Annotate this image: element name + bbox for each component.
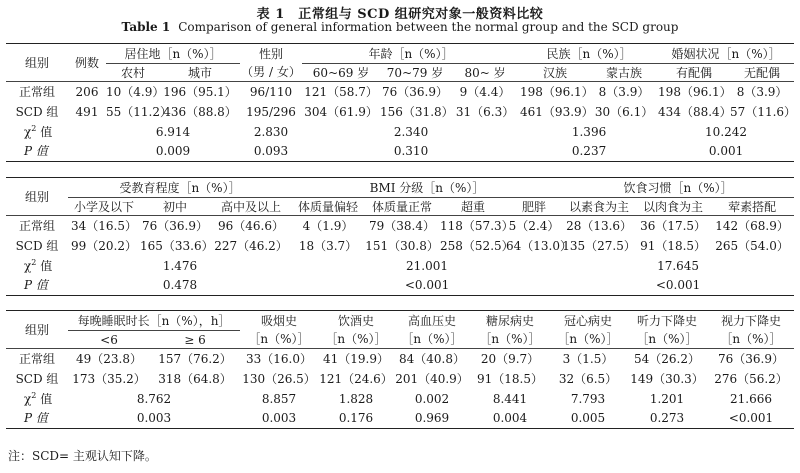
cell: 84（40.8） [399,351,465,366]
cell: 0.478 [162,278,198,293]
header-bmi-normal: 体质量正常 [372,199,433,214]
cell: 1.396 [571,124,607,139]
cell: 28（13.6） [566,218,633,233]
cell: 1.828 [338,391,374,406]
cell: 4（1.9） [302,218,354,233]
table-lifestyle [6,177,794,296]
cell: 20（9.7） [480,351,540,366]
header-edu-primary: 小学及以下 [73,199,134,214]
header-bmi: BMI 分级［n（%）］ [292,178,562,198]
cell: 0.273 [649,411,685,426]
header-no-spouse: 无配偶 [744,65,781,80]
cell: 0.310 [393,144,429,159]
cell: 正常组 [18,351,55,366]
header-edu-middle: 初中 [162,199,187,214]
cell: 96（46.6） [218,218,284,233]
table-footnote: 注：SCD= 主观认知下降。 [8,449,157,463]
cell: 0.005 [570,411,606,426]
cell: <0.001 [655,278,701,293]
cell: 198（96.1） [658,84,732,99]
header-bmi-obese: 肥胖 [522,199,547,214]
cell: 64（13.0） [506,238,573,253]
header-urban: 城市 [188,65,213,80]
header-age-80: 80~ 岁 [464,65,506,80]
table-row [6,82,794,102]
cell: SCD 组 [15,371,59,386]
header-diet-mixed: 荤素搭配 [728,199,777,214]
table-label: Table 1 [121,20,171,34]
header-group: 组别 [6,178,68,216]
header-diet-veg: 以素食为主 [569,199,630,214]
cell: 41（19.9） [323,351,389,366]
cell: 55（11.2） [106,104,172,119]
header-unit: ［n（%）］ [479,332,541,347]
chi-square-label: $\chi^2$ 值 [24,123,53,139]
table-row [6,349,794,369]
header-education: 受教育程度［n（%）］ [68,178,292,198]
cell: 135（27.5） [562,238,636,253]
header-smoke: 吸烟史 [260,313,297,328]
chi-square-label: $\chi^2$ 值 [24,390,53,406]
cell: 258（52.5） [440,238,514,253]
cell: 2.830 [253,124,289,139]
p-value-label: P 值 [24,278,48,293]
header-edu-high: 高中及以上 [221,199,282,214]
p-value-label: P 值 [24,411,48,426]
cell: 57（11.6） [730,104,797,119]
cell: 76（36.9） [718,351,784,366]
cell: 99（20.2） [71,238,137,253]
cell: 34（16.5） [71,218,137,233]
cell: 17.645 [657,258,700,273]
table-row [6,216,794,236]
table-row [6,369,794,389]
header-mongol: 蒙古族 [606,65,643,80]
header-age-70: 70~79 岁 [386,65,444,80]
cell: 21.001 [406,258,449,273]
cell: 91（18.5） [477,371,543,386]
cell: 79（38.4） [369,218,436,233]
cell: 142（68.9） [715,218,789,233]
cell: 0.176 [338,411,374,426]
header-hearing: 听力下降史 [636,313,697,328]
cell: 156（31.8） [380,104,454,119]
header-diabetes: 糖尿病史 [485,313,534,328]
cell: 21.666 [730,391,772,406]
cell: 149（30.3） [630,371,704,386]
header-unit: ［n（%）］ [248,332,310,347]
header-hypertension: 高血压史 [407,313,456,328]
chi-square-row [6,389,794,409]
cell: 76（36.9） [382,84,449,99]
p-value-label: P 值 [24,144,48,159]
cell: <0.001 [404,278,450,293]
cell: 1.476 [162,258,198,273]
header-bmi-under: 体质量偏轻 [298,199,359,214]
cell: SCD 组 [15,104,59,119]
cell: 正常组 [18,84,55,99]
cell: 91（18.5） [640,238,707,253]
cell: 0.001 [708,144,744,159]
header-group: 组别 [6,44,68,82]
header-marital: 婚姻状况［n（%）］ [658,44,794,64]
chi-square-label: $\chi^2$ 值 [24,257,53,273]
cell: 318（64.8） [158,371,232,386]
header-diet: 饮食习惯［n（%）］ [562,178,794,198]
cell: 0.009 [155,144,191,159]
cell: 18（3.7） [298,238,358,253]
cell: 31（6.3） [455,104,515,119]
p-value-row [6,142,794,162]
cell: 8.762 [136,391,172,406]
cell: 0.003 [261,411,297,426]
cell: 54（26.2） [634,351,700,366]
cell: 201（40.9） [395,371,469,386]
header-sleep-ge6: ≥ 6 [184,332,206,347]
header-drink: 饮酒史 [337,313,374,328]
header-han: 汉族 [543,65,568,80]
table-title-en [0,20,800,34]
cell: 118（57.3） [440,218,514,233]
cell: 正常组 [18,218,55,233]
cell: 8（3.9） [736,84,788,99]
cell: <0.001 [728,411,774,426]
cell: 9（4.4） [459,84,511,99]
cell: 30（6.1） [594,104,654,119]
cell: 8（3.9） [598,84,650,99]
chi-square-row [6,256,794,276]
table-general-info [6,43,797,162]
cell: 0.004 [492,411,528,426]
header-chd: 冠心病史 [563,313,612,328]
cell: 8.857 [261,391,297,406]
header-rural: 农村 [120,65,145,80]
header-group: 组别 [6,311,68,349]
header-unit: ［n（%）］ [557,332,619,347]
cell: 8.441 [492,391,528,406]
table-row [6,102,794,122]
header-unit: ［n（%）］ [636,332,698,347]
header-sleep: 每晚睡眠时长［n（%），h］ [68,311,240,331]
cell: 198（96.1） [520,84,594,99]
header-sleep-lt6: <6 [100,332,118,347]
table-row [6,236,794,256]
header-sex-1: 性别 [259,46,284,61]
cell: 96/110 [249,84,293,99]
cell: 49（23.8） [76,351,142,366]
table-history [6,310,794,429]
cell: 2.340 [393,124,429,139]
cell: 0.969 [414,411,450,426]
cell: 157（76.2） [158,351,232,366]
cell: 227（46.2） [214,238,288,253]
p-value-row [6,409,794,429]
header-n: 例数 [68,44,106,82]
cell: 206 [75,84,99,99]
header-unit: ［n（%）］ [325,332,387,347]
cell: 10.242 [705,124,748,139]
chi-square-row [6,122,794,142]
header-spouse: 有配偶 [676,65,713,80]
cell: 151（30.8） [365,238,439,253]
p-value-row [6,276,794,296]
cell: 304（61.9） [304,104,378,119]
cell: 461（93.9） [520,104,594,119]
cell: 33（16.0） [246,351,312,366]
cell: 0.093 [253,144,289,159]
cell: 10（4.9） [106,84,165,99]
cell: 173（35.2） [72,371,146,386]
cell: 165（33.6） [140,238,214,253]
cell: 434（88.4） [658,104,732,119]
header-age: 年龄［n（%）］ [302,44,520,64]
header-residence: 居住地［n（%）］ [106,44,240,64]
cell: 6.914 [155,124,191,139]
header-unit: ［n（%）］ [401,332,463,347]
header-ethnic: 民族［n（%）］ [520,44,658,64]
header-bmi-over: 超重 [461,199,486,214]
cell: 0.237 [571,144,607,159]
cell: 130（26.5） [242,371,316,386]
header-diet-meat: 以肉食为主 [643,199,704,214]
cell: 195/296 [246,104,296,119]
cell: 5（2.4） [508,218,560,233]
cell: 1.201 [649,391,685,406]
cell: 276（56.2） [714,371,788,386]
header-unit: ［n（%）］ [720,332,782,347]
cell: 76（36.9） [142,218,208,233]
cell: 32（6.5） [558,371,618,386]
cell: 196（95.1） [163,84,237,99]
header-age-60: 60~69 岁 [312,65,370,80]
cell: 121（58.7） [304,84,378,99]
table-title-en-text: Comparison of general information between the normal group and the SCD group [178,20,679,34]
cell: 36（17.5） [640,218,707,233]
cell: 3（1.5） [562,351,614,366]
cell: 0.003 [136,411,172,426]
cell: 121（24.6） [319,371,393,386]
cell: 265（54.0） [715,238,789,253]
cell: 491 [75,104,99,119]
header-sex-2: （男 / 女） [241,65,301,80]
header-vision: 视力下降史 [720,313,781,328]
cell: 436（88.8） [163,104,237,119]
cell: 7.793 [570,391,606,406]
table-title-cn: 表 1 正常组与 SCD 组研究对象一般资料比较 [256,7,544,22]
cell: SCD 组 [15,238,59,253]
cell: 0.002 [414,391,450,406]
